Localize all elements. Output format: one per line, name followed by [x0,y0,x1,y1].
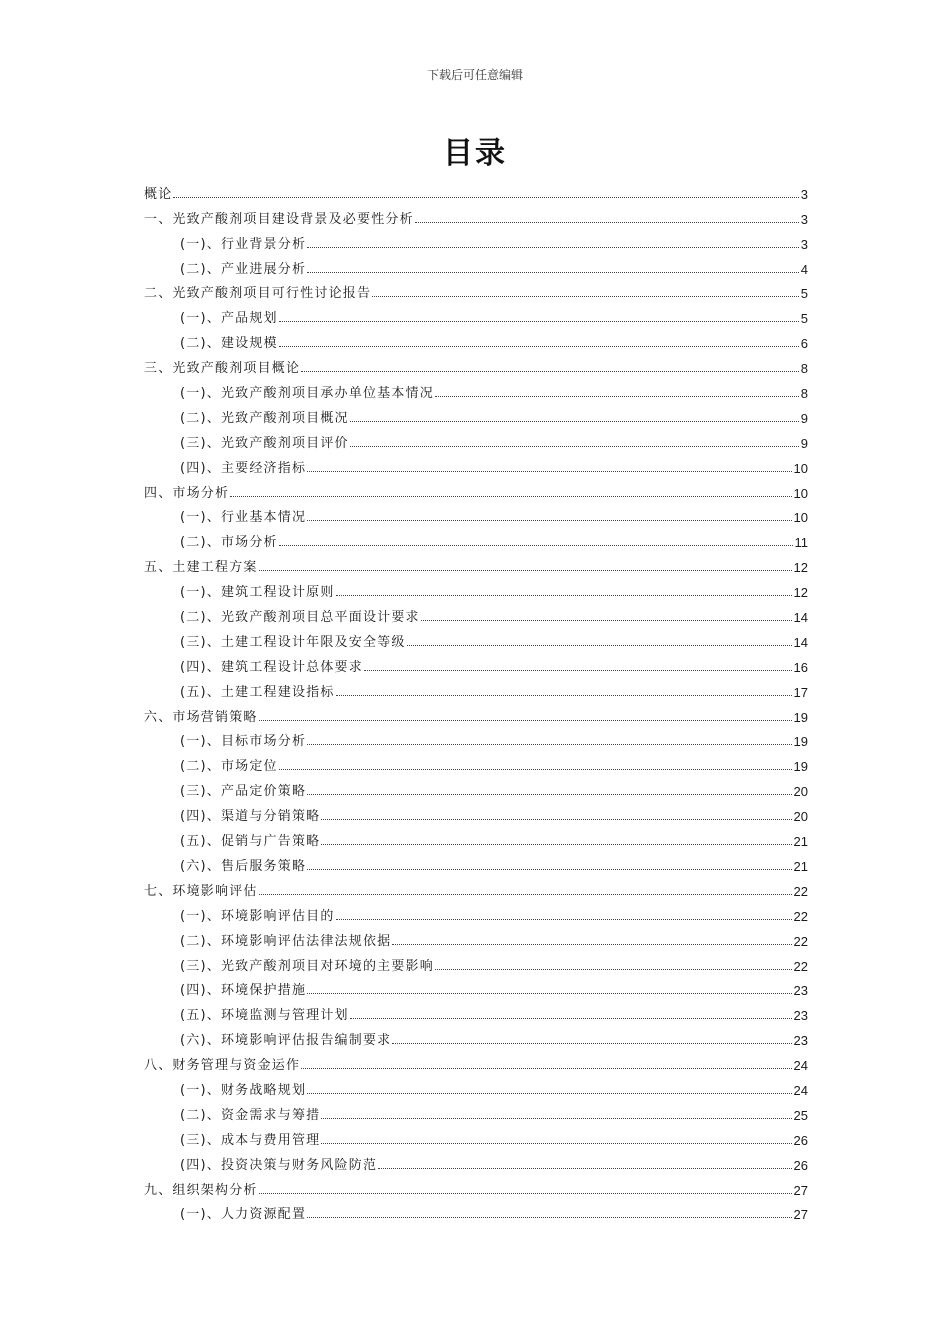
toc-dot-leader [279,769,792,770]
toc-entry-label: (二)、资金需求与筹措 [180,1107,321,1123]
toc-entry-label: (四)、环境保护措施 [180,983,307,999]
toc-entry-label: (六)、售后服务策略 [180,858,307,874]
toc-title: 目录 [443,136,507,171]
toc-dot-leader [307,272,799,273]
toc-entry[interactable] [144,201,808,226]
toc-entry-page-number: 26 [793,1157,808,1173]
toc-entry-page-number: 3 [800,236,808,252]
toc-entry-page-number: 21 [793,834,808,850]
toc-entry[interactable] [144,1047,808,1072]
toc-entry[interactable] [144,549,808,574]
toc-entry[interactable] [144,251,808,276]
toc-entry[interactable] [144,748,808,773]
toc-entry[interactable] [144,375,808,400]
toc-entry-page-number: 20 [793,809,808,825]
toc-entry[interactable] [144,300,808,325]
toc-entry-page-number: 10 [793,510,808,526]
toc-entry-page-number: 19 [793,759,808,775]
toc-entry-page-number: 23 [793,1033,808,1049]
toc-entry-page-number: 16 [793,659,808,675]
toc-dot-leader [321,844,791,845]
toc-entry-label: (二)、市场定位 [180,759,278,775]
toc-entry[interactable] [144,1197,808,1222]
toc-entry-page-number: 23 [793,983,808,999]
table-of-contents [144,176,808,1221]
toc-entry-label: (二)、光致产酸剂项目概况 [180,410,349,426]
toc-entry-page-number: 12 [793,585,808,601]
toc-entry[interactable] [144,1147,808,1172]
toc-entry-page-number: 3 [800,211,808,227]
toc-entry-label: 六、市场营销策略 [144,709,258,725]
toc-dot-leader [307,993,791,994]
toc-entry[interactable] [144,699,808,724]
toc-entry-label: (一)、财务战略规划 [180,1082,307,1098]
toc-entry-label: 四、市场分析 [144,485,230,501]
toc-dot-leader [173,197,798,198]
toc-dot-leader [350,421,799,422]
toc-entry-page-number: 17 [793,684,808,700]
toc-entry-label: 二、光致产酸剂项目可行性讨论报告 [144,286,372,302]
toc-entry-page-number: 12 [793,560,808,576]
toc-dot-leader [259,720,792,721]
toc-entry[interactable] [144,176,808,201]
toc-dot-leader [259,570,792,571]
toc-entry-page-number: 19 [793,709,808,725]
toc-dot-leader [415,222,799,223]
toc-entry-page-number: 11 [794,535,808,551]
toc-entry-label: (一)、行业基本情况 [180,510,307,526]
toc-entry[interactable] [144,400,808,425]
toc-dot-leader [307,794,791,795]
toc-entry-label: (三)、产品定价策略 [180,784,307,800]
toc-dot-leader [301,1068,791,1069]
toc-dot-leader [421,620,792,621]
toc-entry-page-number: 23 [793,1008,808,1024]
toc-entry-label: (三)、光致产酸剂项目对环境的主要影响 [180,958,434,974]
toc-entry-page-number: 27 [793,1207,808,1223]
toc-dot-leader [321,819,791,820]
toc-dot-leader [279,346,799,347]
toc-entry-label: (一)、行业背景分析 [180,236,307,252]
toc-dot-leader [336,595,792,596]
toc-entry[interactable] [144,724,808,749]
toc-entry[interactable] [144,898,808,923]
toc-entry-page-number: 3 [800,186,808,202]
toc-entry-label: (二)、光致产酸剂项目总平面设计要求 [180,610,420,626]
toc-entry-page-number: 19 [793,734,808,750]
toc-entry-label: (五)、促销与广告策略 [180,834,321,850]
toc-dot-leader [279,321,799,322]
toc-entry[interactable] [144,450,808,475]
toc-entry-page-number: 14 [793,610,808,626]
toc-dot-leader [336,919,792,920]
toc-entry-page-number: 26 [793,1132,808,1148]
toc-entry[interactable] [144,350,808,375]
toc-entry[interactable] [144,1172,808,1197]
toc-entry-page-number: 27 [793,1182,808,1198]
toc-dot-leader [279,545,793,546]
toc-dot-leader [392,1043,791,1044]
toc-dot-leader [230,496,791,497]
toc-entry-page-number: 22 [793,933,808,949]
toc-entry-label: (二)、市场分析 [180,535,278,551]
toc-dot-leader [392,944,791,945]
toc-entry-label: (五)、环境监测与管理计划 [180,1008,349,1024]
toc-entry[interactable] [144,226,808,251]
toc-entry[interactable] [144,973,808,998]
toc-dot-leader [336,695,792,696]
toc-entry[interactable] [144,276,808,301]
toc-entry-page-number: 21 [793,858,808,874]
toc-dot-leader [378,1168,791,1169]
toc-entry-label: (五)、土建工程建设指标 [180,684,335,700]
toc-entry[interactable] [144,923,808,948]
toc-dot-leader [259,1193,792,1194]
toc-entry-label: (一)、人力资源配置 [180,1207,307,1223]
toc-entry-page-number: 20 [793,784,808,800]
toc-entry[interactable] [144,823,808,848]
toc-entry[interactable] [144,325,808,350]
toc-dot-leader [350,446,799,447]
toc-entry-label: 七、环境影响评估 [144,883,258,899]
toc-entry-page-number: 4 [800,261,808,277]
toc-entry[interactable] [144,1022,808,1047]
toc-entry-label: 三、光致产酸剂项目概论 [144,361,301,377]
toc-entry-label: (二)、环境影响评估法律法规依据 [180,933,392,949]
toc-dot-leader [321,1118,791,1119]
toc-entry-label: (六)、环境影响评估报告编制要求 [180,1033,392,1049]
toc-dot-leader [307,869,791,870]
toc-dot-leader [259,894,792,895]
toc-entry-page-number: 22 [793,958,808,974]
toc-entry-page-number: 10 [793,460,808,476]
toc-dot-leader [435,396,799,397]
header-note: 下载后可任意编辑 [426,68,523,82]
toc-entry-page-number: 24 [793,1082,808,1098]
toc-entry[interactable] [144,674,808,699]
toc-entry-page-number: 9 [800,435,808,451]
toc-entry-page-number: 9 [800,410,808,426]
toc-entry-label: (一)、产品规划 [180,311,278,327]
toc-dot-leader [307,471,791,472]
toc-entry-label: (三)、成本与费用管理 [180,1132,321,1148]
toc-entry-label: (二)、建设规模 [180,336,278,352]
toc-entry-label: (二)、产业进展分析 [180,261,307,277]
toc-entry-label: (一)、目标市场分析 [180,734,307,750]
toc-entry[interactable] [144,500,808,525]
toc-dot-leader [307,744,791,745]
toc-entry[interactable] [144,524,808,549]
toc-entry-label: 九、组织架构分析 [144,1182,258,1198]
toc-entry[interactable] [144,873,808,898]
toc-dot-leader [321,1143,791,1144]
toc-entry-label: (四)、渠道与分销策略 [180,809,321,825]
toc-dot-leader [301,371,799,372]
toc-entry-label: (三)、光致产酸剂项目评价 [180,435,349,451]
toc-entry[interactable] [144,798,808,823]
toc-entry-page-number: 25 [793,1107,808,1123]
toc-entry-page-number: 24 [793,1058,808,1074]
toc-entry-label: (四)、建筑工程设计总体要求 [180,659,363,675]
toc-dot-leader [350,1018,792,1019]
toc-entry-label: (一)、光致产酸剂项目承办单位基本情况 [180,386,434,402]
toc-entry[interactable] [144,1072,808,1097]
toc-entry[interactable] [144,948,808,973]
toc-dot-leader [364,670,792,671]
toc-entry-label: (四)、主要经济指标 [180,460,307,476]
toc-dot-leader [307,1093,791,1094]
toc-entry[interactable] [144,649,808,674]
toc-entry-label: 五、土建工程方案 [144,560,258,576]
toc-entry[interactable] [144,773,808,798]
toc-dot-leader [307,1217,791,1218]
toc-entry-page-number: 22 [793,883,808,899]
toc-entry-label: (四)、投资决策与财务风险防范 [180,1157,378,1173]
toc-entry[interactable] [144,475,808,500]
toc-entry[interactable] [144,599,808,624]
toc-entry[interactable] [144,848,808,873]
toc-entry-page-number: 8 [800,386,808,402]
toc-entry-page-number: 5 [800,286,808,302]
toc-entry-page-number: 22 [793,908,808,924]
toc-entry-label: (三)、土建工程设计年限及安全等级 [180,634,406,650]
toc-entry-label: (一)、建筑工程设计原则 [180,585,335,601]
toc-dot-leader [372,296,799,297]
toc-entry-page-number: 8 [800,361,808,377]
toc-entry-page-number: 14 [793,634,808,650]
toc-entry-label: 八、财务管理与资金运作 [144,1058,301,1074]
toc-dot-leader [435,969,792,970]
toc-dot-leader [407,645,792,646]
toc-entry-label: 概论 [144,186,173,202]
toc-dot-leader [307,520,791,521]
toc-entry-page-number: 6 [800,336,808,352]
toc-entry-page-number: 10 [793,485,808,501]
toc-entry[interactable] [144,997,808,1022]
toc-entry-label: (一)、环境影响评估目的 [180,908,335,924]
toc-entry-label: 一、光致产酸剂项目建设背景及必要性分析 [144,211,414,227]
toc-entry-page-number: 5 [800,311,808,327]
toc-entry[interactable] [144,425,808,450]
toc-dot-leader [307,247,799,248]
toc-entry[interactable] [144,1122,808,1147]
toc-entry[interactable] [144,624,808,649]
toc-entry[interactable] [144,574,808,599]
toc-entry[interactable] [144,1097,808,1122]
